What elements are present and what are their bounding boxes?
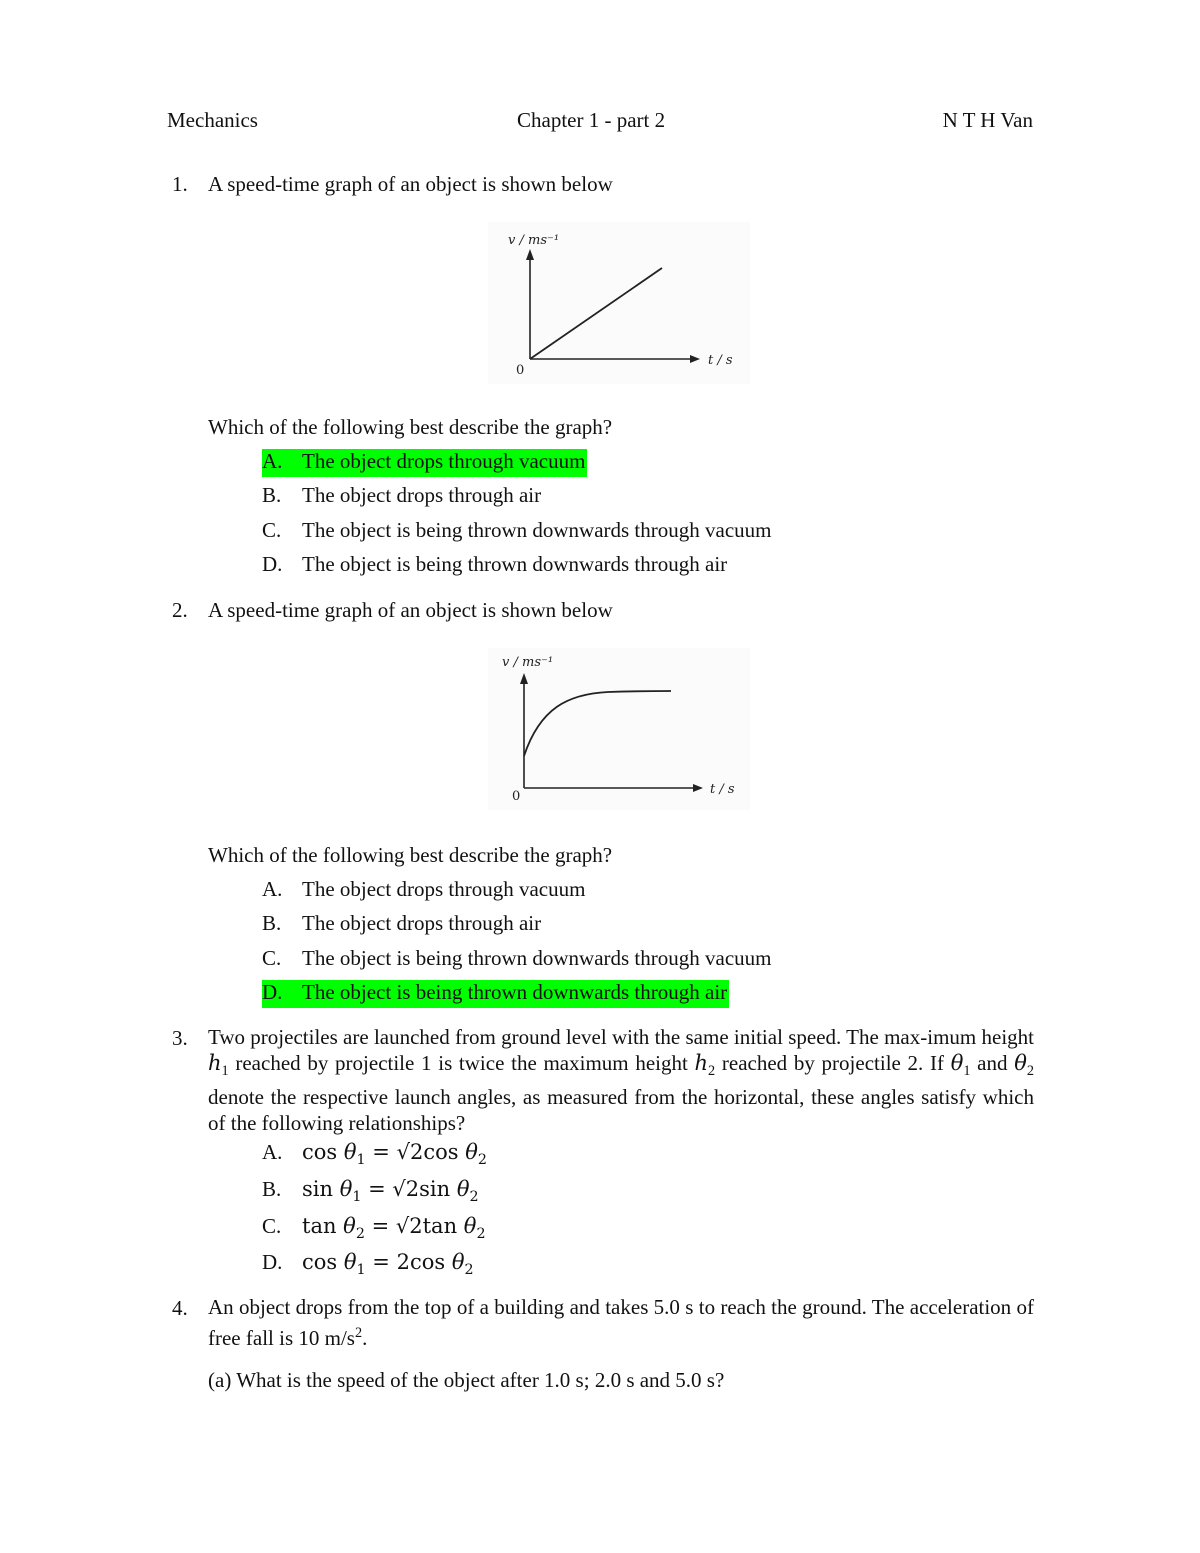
question-2-text: A speed-time graph of an object is shown below <box>208 598 613 622</box>
option-formula: $\cos \theta_1 = 2\cos$ $\theta_2$ <box>302 1250 474 1279</box>
question-3-option-b[interactable] <box>262 1177 479 1205</box>
origin-label: 0 <box>512 789 521 804</box>
question-1-option-a[interactable] <box>262 449 587 477</box>
h2-symbol: h <box>694 1051 709 1075</box>
option-letter: D. <box>262 1250 283 1274</box>
option-letter: C. <box>262 946 282 970</box>
header-chapter: Chapter 1 - part 2 <box>517 108 666 132</box>
q3-text-part: denote the respective launch angles, as measured from the horizontal, these angles satisfy which of the following relationships? <box>208 1085 1034 1136</box>
header-subject: Mechanics <box>167 108 258 132</box>
option-text: The object drops through air <box>302 911 542 935</box>
page-header <box>167 108 1033 138</box>
option-text: The object drops through air <box>302 483 542 507</box>
x-axis-label: t / s <box>708 353 733 368</box>
question-3-option-c[interactable] <box>262 1214 486 1242</box>
option-letter: C. <box>262 1214 282 1238</box>
option-text: The object drops through vacuum <box>302 449 586 473</box>
option-letter: B. <box>262 1177 282 1201</box>
question-2-option-b[interactable] <box>262 911 541 939</box>
y-axis-label: v / ms⁻¹ <box>508 233 560 248</box>
question-1-option-c[interactable] <box>262 518 772 546</box>
part-a-text: What is the speed of the object after 1.0 s; 2.0 s and 5.0 s? <box>236 1368 725 1392</box>
question-4-number: 4. <box>172 1296 188 1320</box>
option-text: The object drops through vacuum <box>302 877 586 901</box>
option-letter: D. <box>262 552 283 576</box>
question-1-prompt: Which of the following best describe the graph? <box>208 415 613 439</box>
option-formula: $\cos \theta_1 = √2\cos$ $\theta_2$ <box>302 1140 487 1169</box>
q4-text-part: . <box>362 1326 368 1350</box>
question-1-option-b[interactable] <box>262 483 541 511</box>
option-formula: $\sin \theta_1 = √2\sin$ $\theta_2$ <box>302 1177 479 1206</box>
question-2-graph <box>488 648 750 810</box>
theta2-subscript: 2 <box>1026 1063 1034 1080</box>
option-text: The object is being thrown downwards through vacuum <box>302 946 772 970</box>
part-a-label: (a) <box>208 1368 232 1392</box>
q3-text-part: reached by projectile 2. If <box>715 1051 951 1075</box>
question-4-text <box>208 1294 1034 1351</box>
option-letter: B. <box>262 483 282 507</box>
question-2-option-c[interactable] <box>262 946 772 974</box>
option-letter: B. <box>262 911 282 935</box>
question-2-option-a[interactable] <box>262 877 585 905</box>
question-2-number: 2. <box>172 598 188 622</box>
option-letter: A. <box>262 1140 283 1164</box>
theta1-subscript: 1 <box>963 1063 971 1080</box>
question-3-option-d[interactable] <box>262 1250 474 1278</box>
question-3-text <box>208 1024 1034 1136</box>
question-3-option-a[interactable] <box>262 1140 487 1168</box>
h1-subscript: 1 <box>221 1063 229 1080</box>
h2-subscript: 2 <box>708 1063 716 1080</box>
q4-superscript: 2 <box>354 1325 363 1341</box>
option-letter: C. <box>262 518 282 542</box>
question-4-part-a <box>208 1368 724 1393</box>
question-1-text: A speed-time graph of an object is shown below <box>208 172 613 196</box>
theta2-symbol: θ <box>1014 1051 1027 1075</box>
header-author: N T H Van <box>942 108 1033 132</box>
question-2-prompt: Which of the following best describe the graph? <box>208 843 613 867</box>
q3-text-part: reached by projectile 1 is twice the maximum height <box>228 1051 695 1075</box>
h1-symbol: h <box>208 1051 222 1075</box>
option-letter: A. <box>262 449 283 473</box>
option-text: The object is being thrown downwards through air <box>302 980 728 1004</box>
question-2-option-d[interactable] <box>262 980 729 1008</box>
q4-text-part: An object drops from the top of a building and takes 5.0 s to reach the ground. The acceleration of free fall is 10 m/s <box>208 1295 1034 1350</box>
origin-label: 0 <box>516 363 525 378</box>
question-1-graph <box>488 222 750 384</box>
option-text: The object is being thrown downwards through vacuum <box>302 518 772 542</box>
y-axis-label: v / ms⁻¹ <box>502 655 554 670</box>
question-1-option-d[interactable] <box>262 552 727 580</box>
q3-text-part: Two projectiles are launched from ground level with the same initial speed. The max-imum height <box>208 1025 1034 1049</box>
option-letter: A. <box>262 877 283 901</box>
linear-speed-time-graph <box>488 222 750 384</box>
theta1-symbol: θ <box>950 1051 964 1075</box>
curved-speed-time-graph <box>488 648 750 810</box>
option-formula: $\tan \theta_2 = √2\tan$ $\theta_2$ <box>302 1214 486 1243</box>
question-3-number: 3. <box>172 1026 188 1050</box>
option-text: The object is being thrown downwards through air <box>302 552 728 576</box>
q3-text-part: and <box>970 1051 1015 1075</box>
question-1-number: 1. <box>172 172 188 196</box>
option-letter: D. <box>262 980 283 1004</box>
x-axis-label: t / s <box>710 782 735 797</box>
